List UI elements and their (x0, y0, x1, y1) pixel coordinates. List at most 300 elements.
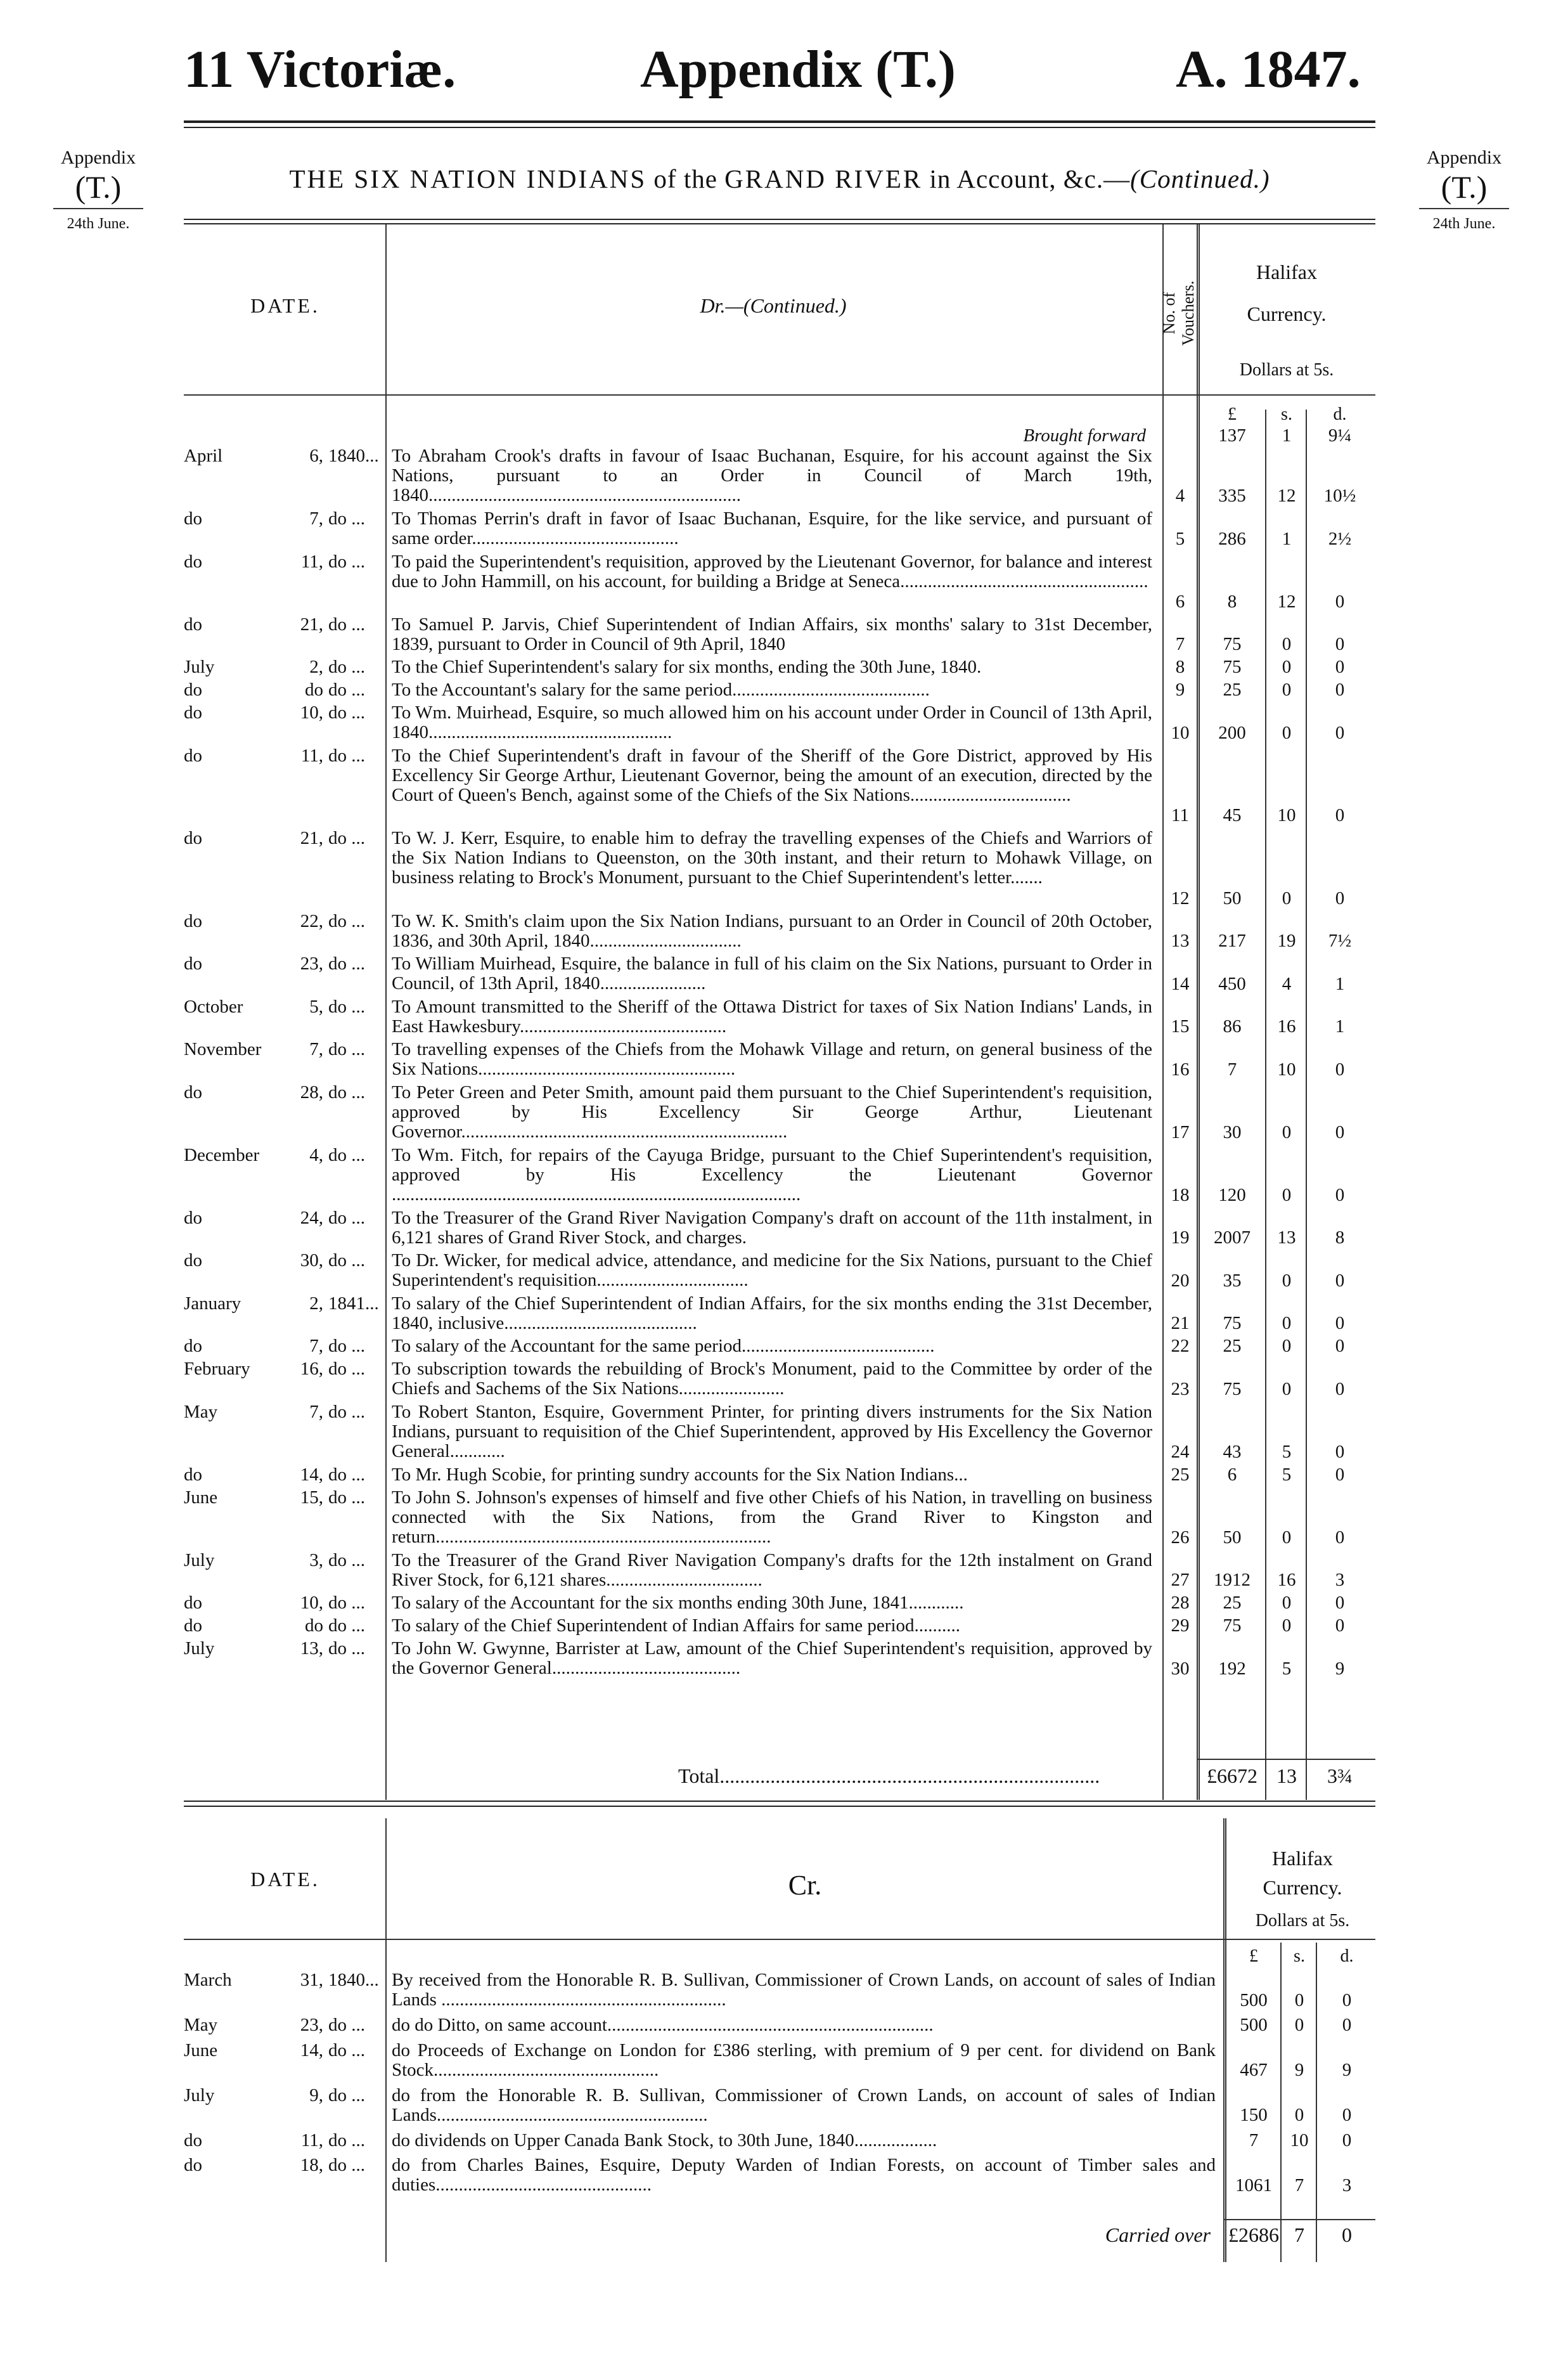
amount-shillings: 0 (1282, 680, 1292, 700)
voucher-number: 14 (1171, 973, 1190, 994)
date-month: do (184, 910, 202, 931)
amount-pounds: 75 (1223, 657, 1242, 677)
date-month: February (184, 1359, 250, 1379)
row-description: To the Chief Superintendent's salary for six months, ending the 30th June, 1840. (392, 657, 982, 677)
amount-pence: 8 (1335, 1227, 1345, 1248)
currency-line-1: Halifax (1272, 1847, 1333, 1870)
amount-shillings: 0 (1282, 1378, 1292, 1399)
amount-pence: 0 (1335, 680, 1345, 700)
date-year: do ... (328, 1082, 365, 1103)
date-month: do (184, 1464, 202, 1485)
column-header-description: Cr. (788, 1870, 822, 1901)
date-day: 10, (300, 1593, 323, 1613)
date-month: January (184, 1293, 241, 1314)
date-year: do ... (328, 508, 365, 529)
date-day: 5, (309, 996, 323, 1017)
amount-shillings: 1 (1282, 425, 1292, 446)
date-day: 10, (300, 702, 323, 723)
date-year: 1840... (328, 1970, 379, 1990)
column-rule (1162, 224, 1164, 1800)
date-year: do ... (328, 1593, 365, 1613)
column-rule (385, 224, 387, 1800)
amount-shillings: 1 (1282, 528, 1292, 549)
title-caps-2: GRAND RIVER (724, 164, 923, 193)
amount-pounds: 137 (1218, 425, 1246, 446)
date-day: 21, (300, 828, 323, 848)
amount-shillings: 10 (1290, 2130, 1309, 2150)
date-year: do ... (328, 2155, 365, 2175)
amount-shillings: 0 (1282, 1336, 1292, 1356)
date-day: do (305, 1615, 323, 1636)
voucher-number: 15 (1171, 1016, 1190, 1037)
row-description: To Peter Green and Peter Smith, amount paid them pursuant to the Chief Superintendent's requisition, approved by His Excellency Sir George Arthur, Lieutenant Governor....................................................................... (392, 1082, 1152, 1142)
date-year: do ... (328, 2085, 365, 2105)
title-tail: in Account, &c.— (922, 164, 1131, 193)
total-shillings: 13 (1276, 1764, 1297, 1787)
row-description: To Samuel P. Jarvis, Chief Superintendent of Indian Affairs, six months' salary to 31st December, 1839, pursuant to Order in Council of 9th April, 1840 (392, 614, 1152, 654)
date-month: October (184, 996, 243, 1017)
row-description: To the Treasurer of the Grand River Navigation Company's draft on account of the 11th instalment, in 6,121 shares of Grand River Stock, and charges. (392, 1207, 1152, 1248)
margin-date: 24th June. (53, 208, 143, 236)
margin-appendix-letter: (T.) (75, 169, 122, 205)
voucher-number: 8 (1175, 657, 1185, 677)
date-month: do (184, 680, 202, 700)
date-year: do ... (328, 954, 365, 974)
column-rule (1265, 410, 1266, 1800)
date-day: 15, (300, 1487, 323, 1508)
amount-pence: 0 (1335, 1313, 1345, 1333)
amount-pounds: 25 (1223, 680, 1242, 700)
amount-pence: 0 (1335, 591, 1345, 612)
date-day: 7, (309, 1401, 323, 1422)
amount-pounds: 335 (1218, 486, 1246, 506)
currency-line-2: Currency. (1247, 302, 1327, 325)
date-day: 11, (300, 745, 323, 766)
amount-pounds: 75 (1223, 1615, 1242, 1636)
date-year: do ... (328, 1359, 365, 1379)
amount-pounds: 192 (1218, 1658, 1246, 1679)
date-day: 7, (309, 508, 323, 529)
carried-rule (1223, 2219, 1375, 2220)
voucher-number: 13 (1171, 931, 1190, 951)
row-description: To paid the Superintendent's requisition, approved by the Lieutenant Governor, for balance and interest due to John Hammill, on his account, for building a Bridge at Seneca...................................................... (392, 551, 1152, 592)
amount-pounds: 30 (1223, 1122, 1242, 1142)
unit-shillings: s. (1294, 1946, 1305, 1966)
date-day: 16, (300, 1359, 323, 1379)
carried-pence: 0 (1342, 2223, 1352, 2246)
row-description: To the Treasurer of the Grand River Navigation Company's drafts for the 12th instalment on Grand River Stock, for 6,121 shares.................................. (392, 1549, 1152, 1590)
amount-pounds: 2007 (1214, 1227, 1251, 1248)
date-month: do (184, 1615, 202, 1636)
amount-pence: 0 (1342, 2130, 1352, 2150)
amount-pence: 0 (1342, 2015, 1352, 2035)
date-year: do ... (328, 1615, 365, 1636)
amount-pence: 7½ (1328, 931, 1352, 951)
column-rule (1280, 1943, 1282, 2262)
date-day: 31, (300, 1970, 323, 1990)
amount-pounds: 25 (1223, 1593, 1242, 1613)
voucher-number: 19 (1171, 1227, 1190, 1248)
amount-shillings: 0 (1282, 657, 1292, 677)
amount-pounds: 217 (1218, 931, 1246, 951)
row-description: To Abraham Crook's drafts in favour of Isaac Buchanan, Esquire, for his account against the Six Nations, pursuant to an Order in Council of March 19th, 1840.................................................................... (392, 446, 1152, 505)
voucher-number: 17 (1171, 1122, 1190, 1142)
unit-pounds: £ (1249, 1946, 1258, 1966)
amount-pence: 1 (1335, 973, 1345, 994)
date-year: do ... (328, 1250, 365, 1271)
date-month: July (184, 657, 215, 677)
amount-pence: 10½ (1323, 486, 1356, 506)
margin-appendix-letter: (T.) (1441, 169, 1488, 205)
column-header-rate: Dollars at 5s. (1239, 360, 1334, 380)
date-day: 2, (309, 1293, 323, 1314)
date-day: 11, (300, 2130, 323, 2150)
voucher-number: 26 (1171, 1527, 1190, 1548)
column-rule (1316, 1943, 1317, 2262)
amount-pounds: 7 (1249, 2130, 1259, 2150)
amount-pounds: 86 (1223, 1016, 1242, 1037)
amount-shillings: 19 (1277, 931, 1296, 951)
total-rule (1197, 1759, 1375, 1760)
amount-pence: 0 (1335, 1378, 1345, 1399)
debit-table (184, 223, 1375, 1800)
column-header-currency (1230, 1844, 1375, 1902)
currency-line-2: Currency. (1263, 1876, 1342, 1899)
date-month: do (184, 1250, 202, 1271)
table-bottom-rule (184, 1801, 1375, 1802)
date-day: 14, (300, 1464, 323, 1485)
date-month: November (184, 1039, 262, 1059)
column-header-vouchers: No. of Vouchers. (1160, 280, 1197, 346)
date-year: do ... (328, 2040, 365, 2060)
voucher-number: 18 (1171, 1184, 1190, 1205)
date-month: do (184, 2155, 202, 2175)
voucher-number: 12 (1171, 888, 1190, 909)
voucher-number: 4 (1175, 486, 1185, 506)
date-month: do (184, 954, 202, 974)
amount-shillings: 0 (1282, 634, 1292, 654)
date-day: 9, (309, 2085, 323, 2105)
row-description: To Thomas Perrin's draft in favor of Isaac Buchanan, Esquire, for the like service, and pursuant of same order............................................. (392, 508, 1152, 548)
date-month: do (184, 702, 202, 723)
amount-pounds: 150 (1240, 2105, 1268, 2125)
amount-shillings: 12 (1277, 591, 1296, 612)
voucher-number: 21 (1171, 1313, 1190, 1333)
amount-pounds: 75 (1223, 1378, 1242, 1399)
date-day: 13, (300, 1638, 323, 1659)
voucher-number: 29 (1171, 1615, 1190, 1636)
left-margin-note (38, 146, 158, 236)
account-title (184, 164, 1375, 194)
column-rule (385, 1818, 387, 2262)
amount-shillings: 16 (1277, 1570, 1296, 1590)
date-month: July (184, 1549, 215, 1570)
amount-pounds: 50 (1223, 888, 1242, 909)
date-day: 7, (309, 1039, 323, 1059)
amount-shillings: 0 (1282, 1593, 1292, 1613)
date-month: do (184, 551, 202, 572)
row-description: To John W. Gwynne, Barrister at Law, amount of the Chief Superintendent's requisition, approved by the Governor General......................................... (392, 1638, 1152, 1678)
date-year: do ... (328, 828, 365, 848)
total-label: Total........................................................................... (678, 1764, 1100, 1787)
amount-pounds: 35 (1223, 1270, 1242, 1291)
row-description: To Amount transmitted to the Sheriff of the Ottawa District for taxes of Six Nation Indians' Lands, in East Hawkesbury............................................. (392, 996, 1152, 1037)
amount-pence: 0 (1335, 634, 1345, 654)
total-pounds: £6672 (1207, 1764, 1257, 1787)
amount-shillings: 0 (1282, 888, 1292, 909)
column-rule (1306, 410, 1307, 1800)
amount-pounds: 200 (1218, 722, 1246, 743)
row-description: To Wm. Fitch, for repairs of the Cayuga Bridge, pursuant to the Chief Superintendent's requisition, approved by His Excellency the Lieutenant Governor ......................................................................................... (392, 1144, 1152, 1205)
date-day: 21, (300, 614, 323, 635)
header-rule (184, 394, 1375, 396)
amount-shillings: 10 (1277, 805, 1296, 825)
row-description: To Robert Stanton, Esquire, Government Printer, for printing divers instruments for the Six Nation Indians, pursuant to requisition of the Chief Superintendent, approved by His Excellency the Governor General............ (392, 1401, 1152, 1461)
date-year: do ... (328, 2130, 365, 2150)
amount-pence: 0 (1335, 1527, 1345, 1548)
amount-pounds: 7 (1227, 1059, 1237, 1080)
amount-pounds: 467 (1240, 2060, 1268, 2080)
margin-appendix-label: Appendix (1426, 147, 1502, 168)
voucher-number: 16 (1171, 1059, 1190, 1080)
date-month: June (184, 1487, 218, 1508)
amount-pence: 0 (1335, 1122, 1345, 1142)
date-year: do ... (328, 1039, 365, 1059)
header-rule-2 (184, 127, 1375, 128)
amount-pence: 3 (1335, 1570, 1345, 1590)
date-day: 24, (300, 1207, 323, 1228)
date-year: do ... (328, 1144, 365, 1165)
date-month: July (184, 2085, 215, 2105)
date-year: do ... (328, 614, 365, 635)
row-description: To salary of the Accountant for the same period.......................................... (392, 1336, 935, 1356)
carried-pounds: £2686 (1228, 2223, 1279, 2246)
voucher-number: 22 (1171, 1336, 1190, 1356)
amount-pounds: 75 (1223, 1313, 1242, 1333)
amount-pence: 0 (1335, 1593, 1345, 1613)
date-year: do ... (328, 2015, 365, 2035)
row-description: do from the Honorable R. B. Sullivan, Commissioner of Crown Lands, on account of sales of Indian Lands........................................................... (392, 2085, 1216, 2125)
row-description: To W. K. Smith's claim upon the Six Nation Indians, pursuant to an Order in Council of 20th October, 1836, and 30th April, 1840................................. (392, 910, 1152, 951)
row-description: do from Charles Baines, Esquire, Deputy Warden of Indian Forests, on account of Timber sales and duties............................................... (392, 2155, 1216, 2195)
column-header-currency (1211, 251, 1363, 335)
date-month: December (184, 1144, 260, 1165)
date-year: do ... (328, 702, 365, 723)
date-day: 6, (309, 446, 323, 466)
date-month: do (184, 508, 202, 529)
amount-pounds: 1061 (1235, 2175, 1272, 2196)
amount-pounds: 43 (1223, 1441, 1242, 1462)
header-appendix: Appendix (T.) (640, 40, 956, 99)
date-year: 1841... (328, 1293, 379, 1314)
amount-pence: 0 (1335, 805, 1345, 825)
date-month: do (184, 745, 202, 766)
date-year: do ... (328, 1549, 365, 1570)
currency-line-1: Halifax (1256, 261, 1317, 283)
amount-shillings: 0 (1282, 1184, 1292, 1205)
voucher-number: 24 (1171, 1441, 1190, 1462)
date-day: 4, (309, 1144, 323, 1165)
amount-shillings: 0 (1282, 1313, 1292, 1333)
amount-pounds: 450 (1218, 973, 1246, 994)
amount-shillings: 0 (1294, 2015, 1304, 2035)
voucher-number: 20 (1171, 1270, 1190, 1291)
amount-shillings: 0 (1294, 1989, 1304, 2010)
amount-shillings: 12 (1277, 486, 1296, 506)
date-month: do (184, 1336, 202, 1356)
amount-pounds: 1912 (1214, 1570, 1251, 1590)
amount-pounds: 500 (1240, 1989, 1268, 2010)
brought-forward-label: Brought forward (1023, 425, 1146, 446)
voucher-number: 6 (1175, 591, 1185, 612)
date-day: 2, (309, 657, 323, 677)
amount-shillings: 16 (1277, 1016, 1296, 1037)
date-month: do (184, 614, 202, 635)
row-description: To salary of the Chief Superintendent of Indian Affairs, for the six months ending the 31st December, 1840, inclusive.......................................... (392, 1293, 1152, 1333)
credit-table (184, 1818, 1375, 2262)
date-year: do ... (328, 1638, 365, 1659)
date-month: April (184, 446, 223, 466)
amount-shillings: 0 (1282, 1527, 1292, 1548)
date-day: 30, (300, 1250, 323, 1271)
title-mid: of the (646, 164, 725, 193)
date-day: 11, (300, 551, 323, 572)
date-year: do ... (328, 996, 365, 1017)
amount-shillings: 13 (1277, 1227, 1296, 1248)
date-month: July (184, 1638, 215, 1659)
amount-pence: 2½ (1328, 528, 1352, 549)
table-bottom-rule-2 (184, 1806, 1375, 1807)
row-description: do do Ditto, on same account....................................................................... (392, 2015, 934, 2035)
date-year: do ... (328, 1401, 365, 1422)
row-description: To Wm. Muirhead, Esquire, so much allowed him on his account under Order in Council of 13th April, 1840..................................................... (392, 702, 1152, 742)
row-description: To John S. Johnson's expenses of himself and five other Chiefs of his Nation, in travelling on business connected with the Six Nations, from the Grand River to Kingston and return......................................................................... (392, 1487, 1152, 1547)
voucher-number: 9 (1175, 680, 1185, 700)
date-month: March (184, 1970, 232, 1990)
date-day: 23, (300, 2015, 323, 2035)
amount-pence: 9¼ (1328, 425, 1352, 446)
amount-pence: 0 (1335, 657, 1345, 677)
amount-shillings: 0 (1282, 1270, 1292, 1291)
column-header-date: DATE. (250, 294, 320, 317)
date-day: 3, (309, 1549, 323, 1570)
amount-pounds: 8 (1227, 591, 1237, 612)
header-rule (184, 120, 1375, 123)
amount-shillings: 0 (1282, 1615, 1292, 1636)
amount-pence: 0 (1335, 1336, 1345, 1356)
row-description: do Proceeds of Exchange on London for £386 sterling, with premium of 9 per cent. for dividend on Bank Stock................................................. (392, 2040, 1216, 2080)
amount-pence: 0 (1335, 1464, 1345, 1485)
voucher-number: 30 (1171, 1658, 1190, 1679)
date-month: June (184, 2040, 218, 2060)
date-month: May (184, 1401, 218, 1422)
amount-shillings: 7 (1294, 2175, 1304, 2196)
title-caps: THE SIX NATION INDIANS (289, 164, 647, 193)
right-margin-note (1404, 146, 1524, 236)
amount-pence: 0 (1335, 1270, 1345, 1291)
title-continued: (Continued.) (1130, 164, 1270, 193)
unit-pounds: £ (1228, 404, 1237, 424)
amount-pence: 0 (1335, 1184, 1345, 1205)
voucher-number: 11 (1171, 805, 1189, 825)
row-description: To the Accountant's salary for the same period........................................... (392, 680, 930, 700)
title-rule (184, 219, 1375, 220)
amount-pence: 3 (1342, 2175, 1352, 2196)
date-year: do ... (328, 1207, 365, 1228)
row-description: To subscription towards the rebuilding of Brock's Monument, paid to the Committee by order of the Chiefs and Sachems of the Six Nations....................... (392, 1359, 1152, 1399)
amount-pounds: 45 (1223, 805, 1242, 825)
header-year: A. 1847. (1176, 40, 1361, 99)
amount-pence: 9 (1342, 2060, 1352, 2080)
amount-shillings: 10 (1277, 1059, 1296, 1080)
voucher-number: 27 (1171, 1570, 1190, 1590)
amount-shillings: 0 (1282, 1122, 1292, 1142)
amount-pounds: 500 (1240, 2015, 1268, 2035)
row-description: To Dr. Wicker, for medical advice, attendance, and medicine for the Six Nations, pursuant to the Chief Superintendent's requisition................................. (392, 1250, 1152, 1290)
amount-pence: 0 (1335, 888, 1345, 909)
column-header-description: Dr.—(Continued.) (700, 294, 847, 317)
carried-over-label: Carried over (1105, 2223, 1211, 2246)
amount-pounds: 6 (1227, 1464, 1237, 1485)
column-header-date: DATE. (250, 1868, 320, 1891)
amount-shillings: 5 (1282, 1441, 1292, 1462)
date-day: 14, (300, 2040, 323, 2060)
row-description: To salary of the Chief Superintendent of Indian Affairs for same period.......... (392, 1615, 961, 1636)
voucher-number: 28 (1171, 1593, 1190, 1613)
voucher-number: 5 (1175, 528, 1185, 549)
amount-pence: 0 (1335, 1441, 1345, 1462)
row-description: To W. J. Kerr, Esquire, to enable him to defray the travelling expenses of the Chiefs and Warriors of the Six Nation Indians to Queenston, on the 30th instant, and their return to Mohawk Village, on business relating to Brock's Monument, pursuant to the Chief Superintendent's letter....... (392, 828, 1152, 888)
date-day: 7, (309, 1336, 323, 1356)
date-year: do ... (328, 1464, 365, 1485)
amount-pence: 0 (1342, 2105, 1352, 2125)
amount-shillings: 4 (1282, 973, 1292, 994)
amount-pounds: 75 (1223, 634, 1242, 654)
date-year: do ... (328, 1487, 365, 1508)
date-year: do ... (328, 551, 365, 572)
row-description: By received from the Honorable R. B. Sullivan, Commissioner of Crown Lands, on account of sales of Indian Lands .............................................................. (392, 1970, 1216, 2010)
row-description: do dividends on Upper Canada Bank Stock, to 30th June, 1840.................. (392, 2130, 937, 2150)
date-day: 22, (300, 910, 323, 931)
date-year: do ... (328, 1336, 365, 1356)
amount-pence: 9 (1335, 1658, 1345, 1679)
date-day: 28, (300, 1082, 323, 1103)
row-description: To the Chief Superintendent's draft in favour of the Sheriff of the Gore District, approved by His Excellency Sir George Arthur, Lieutenant Governor, being the amount of an execution, directed by the Court of Queen's Bench, against some of the Chiefs of the Six Nations................................... (392, 745, 1152, 805)
total-pence: 3¾ (1327, 1764, 1353, 1787)
column-rule (1223, 1818, 1226, 2262)
date-day: 23, (300, 954, 323, 974)
amount-pence: 0 (1335, 1615, 1345, 1636)
date-month: May (184, 2015, 218, 2035)
date-month: do (184, 2130, 202, 2150)
date-year: 1840... (328, 446, 379, 466)
column-header-rate: Dollars at 5s. (1255, 1911, 1350, 1931)
amount-pence: 1 (1335, 1016, 1345, 1037)
date-day: 18, (300, 2155, 323, 2175)
row-description: To salary of the Accountant for the six months ending 30th June, 1841............ (392, 1593, 964, 1613)
amount-pounds: 286 (1218, 528, 1246, 549)
unit-pence: d. (1333, 404, 1347, 424)
amount-pounds: 25 (1223, 1336, 1242, 1356)
voucher-number: 10 (1171, 722, 1190, 743)
amount-shillings: 0 (1294, 2105, 1304, 2125)
amount-pence: 0 (1342, 1989, 1352, 2010)
date-year: do ... (328, 910, 365, 931)
date-year: do ... (328, 680, 365, 700)
unit-shillings: s. (1281, 404, 1292, 424)
margin-date: 24th June. (1419, 208, 1509, 236)
header-session: 11 Victoriæ. (184, 40, 456, 99)
